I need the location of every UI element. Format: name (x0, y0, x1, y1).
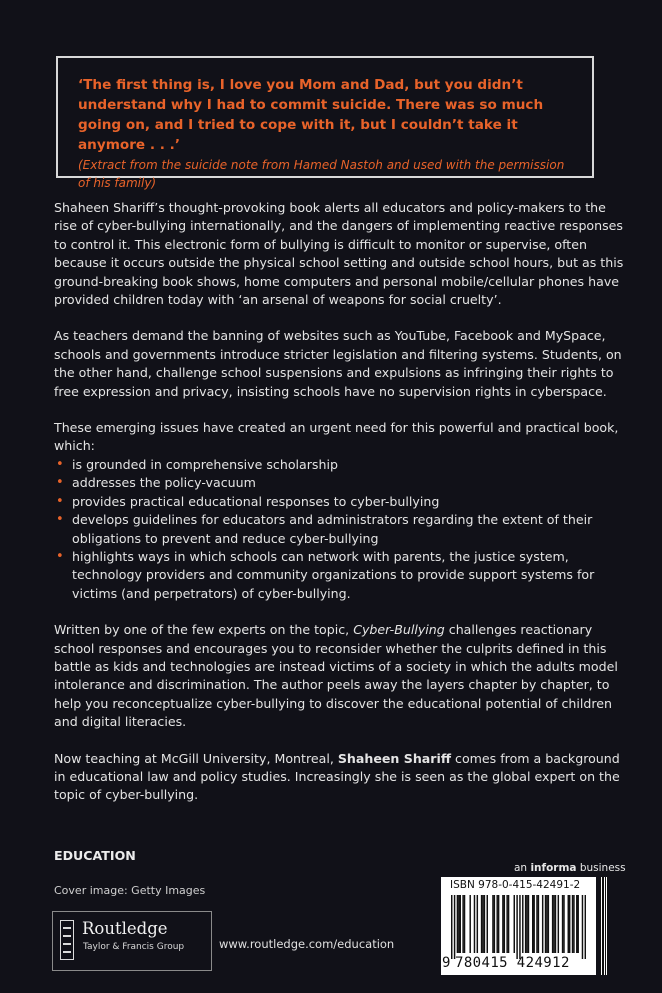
book-title: Cyber-Bullying (353, 622, 445, 638)
description-paragraph-5 (54, 750, 624, 805)
barcode-bar (545, 895, 546, 953)
barcode-bar (462, 895, 463, 953)
barcode-bar (482, 895, 483, 953)
barcode-bar (553, 895, 554, 953)
barcode-bar (562, 895, 563, 953)
author-name: Shaheen Shariff (337, 750, 452, 766)
isbn-label: ISBN 978-0-415-42491-2 (450, 879, 581, 891)
description-paragraph-2: As teachers demand the banning of websites such as YouTube, Facebook and MySpace, schools and governments introduce stricter legislation and filtering systems. Students, on the other hand, challenge school suspensions and expulsions as infringing their rights to free expression and privacy, insisting schools have no supervision rights in cyberspace. (54, 328, 622, 399)
barcode-bar (533, 895, 534, 953)
barcode-bar (563, 895, 564, 953)
paragraph-5-body: comes from a background in educational law and policy studies. Increasingly she is seen as the global expert on the topic of cyber-bullying. (54, 750, 620, 803)
barcode-bar (458, 895, 459, 953)
description-paragraph-3: These emerging issues have created an urgent need for this powerful and practical book, which: (54, 420, 619, 454)
barcode-bar (585, 895, 586, 959)
barcode-bar (469, 895, 470, 953)
list-item-text: develops guidelines for educators and administrators regarding the extent of their obligations to prevent and reduce cyber-bullying (72, 512, 593, 546)
barcode-bar (573, 895, 574, 953)
informa-tagline (514, 862, 626, 874)
barcode-bar (576, 895, 577, 953)
paragraph-5-intro: Now teaching at McGill University, Montreal, (54, 750, 338, 766)
barcode-bar (568, 895, 569, 953)
barcode-bar (457, 895, 458, 953)
barcode-bar (548, 895, 549, 953)
barcode-bar (555, 895, 556, 953)
barcode-bar (494, 895, 495, 953)
barcode-bar (484, 895, 485, 953)
barcode-bar (508, 895, 509, 953)
list-item-text: addresses the policy-vacuum (72, 475, 256, 491)
price-barcode-strip (600, 877, 608, 975)
barcode-bar (582, 895, 583, 959)
barcode-bar (569, 895, 570, 953)
barcode-bar (504, 895, 505, 953)
barcode-bar (538, 895, 539, 953)
barcode-bar (519, 895, 520, 959)
isbn-barcode (441, 877, 596, 975)
publisher-logo (52, 911, 212, 971)
description (54, 199, 624, 823)
barcode-bar (516, 895, 517, 959)
barcode-bar (464, 895, 465, 953)
category-label: EDUCATION (54, 848, 136, 863)
barcode-bar (542, 895, 543, 953)
bullet-icon: • (56, 493, 64, 509)
barcode-bar (460, 895, 461, 953)
barcode-bar (498, 895, 499, 953)
barcode-bar (577, 895, 578, 953)
paragraph-4-body: challenges reactionary school responses and encourages you to reconsider whether the culprits defined in this battle as kids and technologies are instead victims of a society in which the adults model intolerance and discrimination. The author peels away the layers chapter by chapter, to help you reconceptualize cyber-bullying to discover the educational potential of children and digital literacies. (54, 622, 618, 730)
quote-box (56, 56, 594, 190)
barcode-bar (454, 895, 455, 959)
publisher-group: Taylor & Francis Group (83, 942, 185, 952)
barcode-bar (526, 895, 527, 953)
publisher-name: Routledge (82, 919, 168, 938)
list-item-text: is grounded in comprehensive scholarship (72, 456, 338, 472)
barcode-bars (451, 895, 586, 959)
barcode-bar (496, 895, 497, 953)
list-item (54, 548, 624, 603)
informa-brand: informa (530, 862, 577, 874)
barcode-bar (477, 895, 478, 953)
barcode-number: 780415 424912 (455, 955, 570, 971)
cover-credit: Cover image: Getty Images (54, 884, 206, 897)
list-item (54, 493, 624, 511)
description-paragraph-1: Shaheen Shariff’s thought-provoking book alerts all educators and policy-makers to the rise of cyber-bullying internationally, and the dangers of implementing reactive responses to control it. This electronic form of bullying is difficult to monitor or supervise, often because it occurs outside the physical school setting and outside school hours, but as this ground-breaking book shows, home computers and personal mobile/cellular phones have provided children today with ‘an arsenal of weapons for social cruelty’. (54, 200, 624, 308)
barcode-bar (572, 895, 573, 953)
barcode-bar (532, 895, 533, 953)
bullet-icon: • (56, 548, 64, 564)
feature-list (54, 456, 624, 603)
barcode-bar (525, 895, 526, 953)
barcode-bar (487, 895, 488, 953)
barcode-bar (506, 895, 507, 953)
barcode-bar (514, 895, 515, 953)
barcode-bar (546, 895, 547, 953)
quote-attribution: (Extract from the suicide note from Hamed Nastoh and used with the permission of his family) (78, 158, 565, 190)
barcode-bar (528, 895, 529, 953)
barcode-bar (558, 895, 559, 953)
bullet-icon: • (56, 475, 64, 491)
barcode-bar (451, 895, 452, 959)
barcode-bar (536, 895, 537, 953)
barcode-bar (552, 895, 553, 953)
barcode-bar (481, 895, 482, 953)
informa-prefix: an (514, 862, 531, 874)
barcode-bar (474, 895, 475, 953)
list-item-text: provides practical educational responses to cyber-bullying (72, 493, 440, 509)
list-item (54, 456, 624, 474)
list-item-text: highlights ways in which schools can network with parents, the justice system, technology providers and community organizations to provide support systems for victims (and perpetrators) of cyber-bullying. (72, 548, 595, 601)
list-item (54, 474, 624, 492)
barcode-bar (492, 895, 493, 953)
publisher-website[interactable]: www.routledge.com/education (219, 937, 395, 951)
quote-text: ‘The first thing is, I love you Mom and Dad, but you didn’t understand why I had to commit suicide. There was so much going on, and I tried to cope with it, but I couldn’t take it anymore . . .’ (78, 77, 544, 153)
paragraph-4-intro: Written by one of the few experts on the topic, (54, 622, 354, 638)
informa-suffix: business (576, 862, 626, 874)
bullet-icon: • (56, 456, 64, 472)
barcode-first-digit: 9 (442, 955, 451, 971)
barcode-bar (522, 895, 523, 953)
list-item (54, 511, 624, 548)
barcode-bar (502, 895, 503, 953)
description-paragraph-4 (54, 621, 624, 731)
routledge-logo-icon (60, 920, 74, 960)
bullet-icon: • (56, 512, 64, 528)
